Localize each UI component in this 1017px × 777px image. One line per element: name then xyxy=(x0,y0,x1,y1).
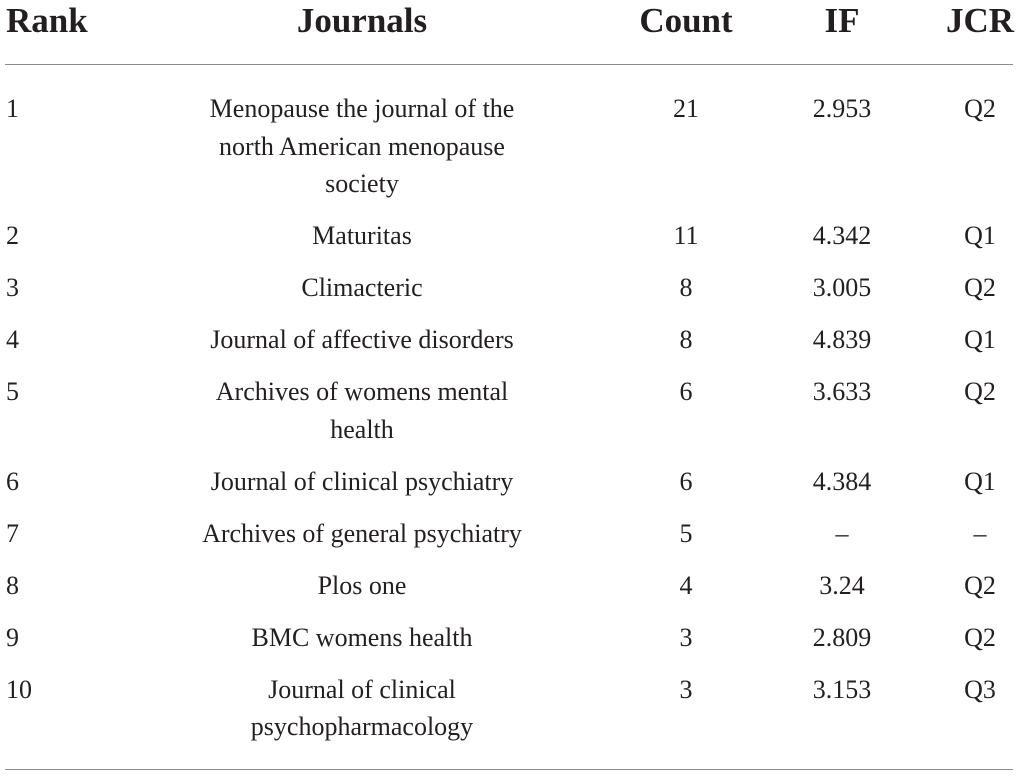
cell-if: 4.384 xyxy=(812,466,872,496)
table-row xyxy=(0,373,1017,448)
cell-journal: BMC womens health xyxy=(251,622,473,652)
cell-jcr: Q1 xyxy=(964,325,996,354)
cell-count: 5 xyxy=(679,518,693,548)
cell-count: 6 xyxy=(679,466,693,496)
footer-rule xyxy=(5,769,1013,770)
header-journals: Journals xyxy=(296,1,428,40)
cell-count: 6 xyxy=(679,377,693,406)
cell-journal: Climacteric xyxy=(301,273,423,302)
cell-rank: 5 xyxy=(6,377,19,406)
table-row xyxy=(0,463,1017,501)
cell-jcr: Q2 xyxy=(964,273,996,302)
header-rank: Rank xyxy=(6,1,88,40)
cell-count: 3 xyxy=(679,622,693,652)
table-header xyxy=(0,0,1017,64)
table-row xyxy=(0,217,1017,255)
cell-count: 21 xyxy=(673,94,699,123)
cell-journal: Plos one xyxy=(317,570,407,600)
table-row xyxy=(0,619,1017,657)
cell-count: 11 xyxy=(673,221,699,250)
cell-if: 3.24 xyxy=(819,570,865,600)
cell-count: 8 xyxy=(679,273,693,302)
cell-if: 2.953 xyxy=(812,94,872,123)
table-row xyxy=(0,269,1017,307)
header-jcr: JCR xyxy=(946,1,1015,40)
cell-journal: Journal of clinical psychopharmacology xyxy=(250,674,474,741)
cell-jcr: Q1 xyxy=(964,466,996,496)
cell-count: 8 xyxy=(679,325,693,354)
cell-jcr: Q2 xyxy=(964,570,996,600)
table-row xyxy=(0,515,1017,553)
cell-if: 4.839 xyxy=(812,325,872,354)
table-row xyxy=(0,321,1017,359)
cell-journal: Archives of general psychiatry xyxy=(202,518,522,548)
cell-rank: 1 xyxy=(6,94,19,123)
cell-jcr: – xyxy=(973,518,987,548)
cell-rank: 2 xyxy=(6,221,19,250)
table-body xyxy=(0,90,1017,760)
cell-if: 2.809 xyxy=(812,622,872,652)
cell-if: 3.633 xyxy=(812,377,872,406)
header-rule xyxy=(5,64,1013,65)
cell-rank: 3 xyxy=(6,273,19,302)
header-count: Count xyxy=(639,1,733,40)
cell-if: 3.005 xyxy=(812,273,872,302)
cell-if: 4.342 xyxy=(812,221,872,250)
cell-jcr: Q2 xyxy=(964,622,996,652)
cell-rank: 7 xyxy=(6,518,19,548)
cell-jcr: Q2 xyxy=(964,377,996,406)
table-row xyxy=(0,671,1017,746)
cell-rank: 9 xyxy=(6,622,19,652)
cell-count: 3 xyxy=(679,674,693,704)
cell-journal: Maturitas xyxy=(312,221,412,250)
cell-jcr: Q2 xyxy=(964,94,996,123)
cell-rank: 8 xyxy=(6,570,19,600)
cell-rank: 6 xyxy=(6,466,19,496)
cell-journal: Archives of womens mental health xyxy=(215,377,509,444)
cell-if: – xyxy=(835,518,849,548)
cell-jcr: Q3 xyxy=(964,674,996,704)
cell-jcr: Q1 xyxy=(964,221,996,250)
cell-journal: Journal of affective disorders xyxy=(210,325,514,354)
cell-rank: 10 xyxy=(6,674,32,704)
cell-if: 3.153 xyxy=(812,674,872,704)
cell-count: 4 xyxy=(679,570,693,600)
cell-journal: Menopause the journal of the north American menopause society xyxy=(209,94,515,198)
header-if: IF xyxy=(824,1,860,40)
table-row xyxy=(0,567,1017,605)
cell-journal: Journal of clinical psychiatry xyxy=(210,466,514,496)
table-row xyxy=(0,90,1017,203)
cell-rank: 4 xyxy=(6,325,19,354)
